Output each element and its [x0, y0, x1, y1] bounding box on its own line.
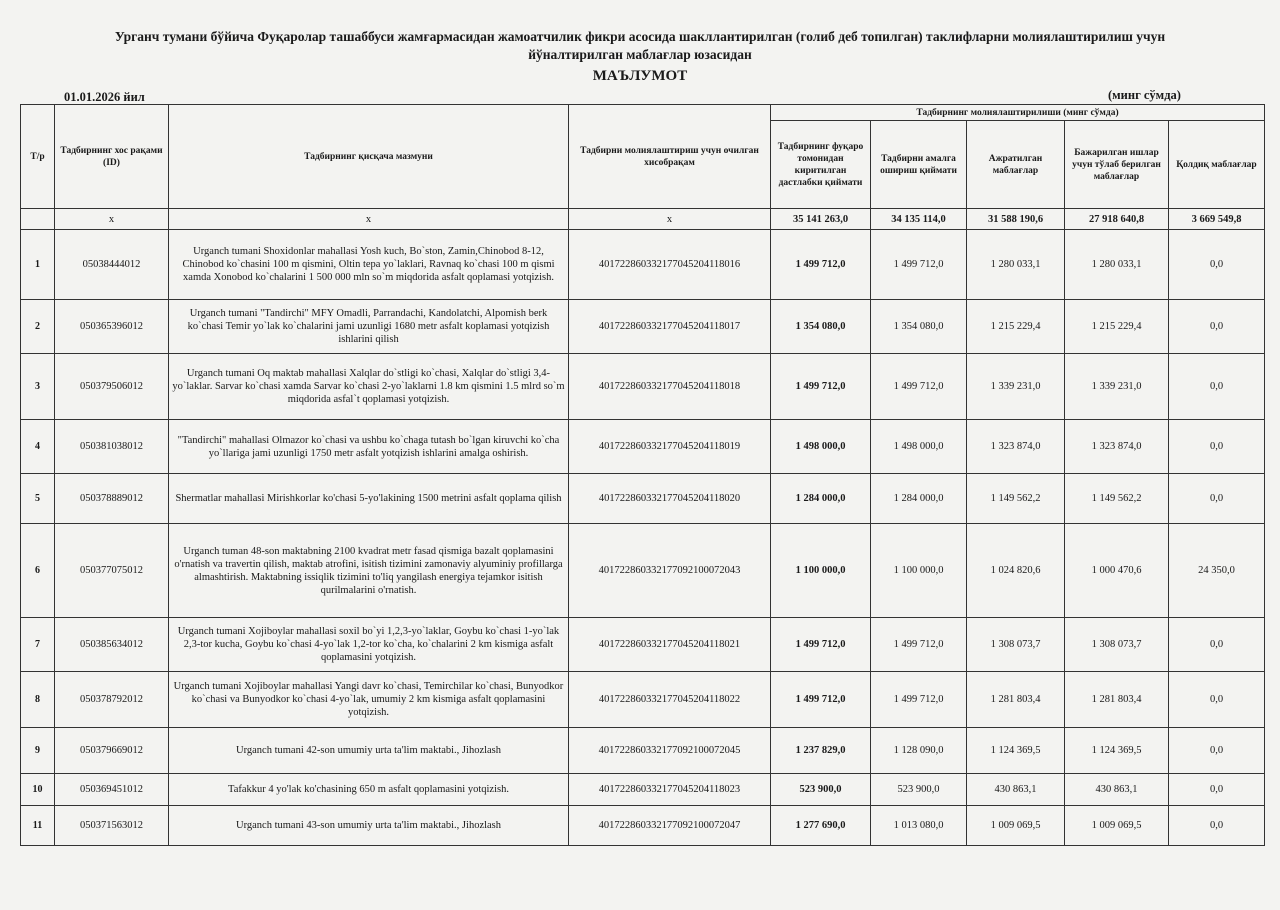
cell-id: 050371563012 [55, 806, 169, 846]
cell-allocated: 1 215 229,4 [967, 300, 1065, 354]
cell-account: 401722860332177045204118023 [569, 774, 771, 806]
cell-paid: 1 215 229,4 [1065, 300, 1169, 354]
cell-account: 401722860332177045204118017 [569, 300, 771, 354]
cell-account: 401722860332177045204118019 [569, 420, 771, 474]
cell-no: 3 [21, 354, 55, 420]
table-row [21, 774, 1265, 806]
cell-allocated: 1 280 033,1 [967, 230, 1065, 300]
unit-label: (минг сўмда) [1108, 88, 1181, 102]
table-row [21, 300, 1265, 354]
cell-no: 6 [21, 524, 55, 618]
cell-allocated: 1 339 231,0 [967, 354, 1065, 420]
cell-id: 05038444012 [55, 230, 169, 300]
cell-initial: 1 499 712,0 [771, 618, 871, 672]
cell-remainder: 0,0 [1169, 774, 1265, 806]
cell-implementation: 1 499 712,0 [871, 618, 967, 672]
cell-remainder: 0,0 [1169, 354, 1265, 420]
cell-no: 2 [21, 300, 55, 354]
cell-implementation: 1 128 090,0 [871, 728, 967, 774]
cell-allocated: 1 149 562,2 [967, 474, 1065, 524]
cell-id: 050379669012 [55, 728, 169, 774]
table-row [21, 420, 1265, 474]
title-line-2: йўналтирилган маблағлар юзасидан [528, 47, 752, 62]
cell-paid: 1 308 073,7 [1065, 618, 1169, 672]
cell-remainder: 0,0 [1169, 300, 1265, 354]
cell-paid: 1 281 803,4 [1065, 672, 1169, 728]
header-no: Т/р [21, 105, 55, 209]
table-row [21, 524, 1265, 618]
cell-initial: 1 499 712,0 [771, 672, 871, 728]
table-row [21, 618, 1265, 672]
cell-implementation: 1 499 712,0 [871, 230, 967, 300]
cell-no: 5 [21, 474, 55, 524]
cell-account: 401722860332177045204118016 [569, 230, 771, 300]
totals-implementation: 34 135 114,0 [871, 209, 967, 230]
cell-description: Urganch tumani 42-son umumiy urta ta'lim maktabi., Jihozlash [169, 728, 569, 774]
cell-initial: 1 237 829,0 [771, 728, 871, 774]
cell-no: 10 [21, 774, 55, 806]
table-row [21, 474, 1265, 524]
cell-description: Urganch tumani Oq maktab mahallasi Xalqlar do`stligi ko`chasi, Xalqlar do`stligi 3,4-yo`laklar. Sarvar ko`chasi xamda Sarvar ko`chasi 2-yo`laklarni 1.8 km qismini 1.5 mlrd so`m miqdorida asfal`t qoplamasi yotqizish. [169, 354, 569, 420]
document-title [0, 28, 1280, 64]
cell-allocated: 1 323 874,0 [967, 420, 1065, 474]
header-funding-group: Тадбирнинг молиялаштирилиши (минг сўмда) [771, 105, 1265, 121]
header-initial-value: Тадбирнинг фуқаро томонидан киритилган дастлабки қиймати [771, 121, 871, 209]
cell-account: 401722860332177092100072047 [569, 806, 771, 846]
cell-description: Urganch tumani 43-son umumiy urta ta'lim maktabi., Jihozlash [169, 806, 569, 846]
cell-initial: 1 498 000,0 [771, 420, 871, 474]
cell-description: Urganch tuman 48-son maktabning 2100 kvadrat metr fasad qismiga bazalt qoplamasini o'rnatish va travertin qilish, maktab atrofini, isitish tizimini zamonaviy alyuminiy profillarga almashtirish. Maktabning issiqlik tizimini to'liq yangilash energiya tejamkor isitish qurilmalarini o'rnatish. [169, 524, 569, 618]
cell-allocated: 1 281 803,4 [967, 672, 1065, 728]
cell-id: 050369451012 [55, 774, 169, 806]
header-allocated: Ажратилган маблағлар [967, 121, 1065, 209]
header-implementation-value: Тадбирни амалга ошириш қиймати [871, 121, 967, 209]
cell-remainder: 0,0 [1169, 230, 1265, 300]
header-paid: Бажарилган ишлар учун тўлаб берилган маблағлар [1065, 121, 1169, 209]
cell-id: 050365396012 [55, 300, 169, 354]
cell-initial: 1 100 000,0 [771, 524, 871, 618]
cell-paid: 1 000 470,6 [1065, 524, 1169, 618]
header-remainder: Қолдиқ маблағлар [1169, 121, 1265, 209]
cell-no: 9 [21, 728, 55, 774]
title-line-1: Урганч тумани бўйича Фуқаролар ташаббуси жамғармасидан жамоатчилик фикри асосида шакллантирилган (голиб деб топилган) таклифларни молиялаштирилиш учун [114, 29, 1166, 44]
cell-no: 4 [21, 420, 55, 474]
cell-description: Urganch tumani Shoxidonlar mahallasi Yosh kuch, Bo`ston, Zamin,Chinobod 8-12, Chinobod ko`chasini 100 m qismini, Oltin tepa yo`laklari, Ravnaq ko`chasi 100 m qismi xamda Xonobod ko`chalarini 1 500 000 mln so`m miqdorida asfalt qoplamasi yotqizish. [169, 230, 569, 300]
cell-id: 050377075012 [55, 524, 169, 618]
cell-id: 050379506012 [55, 354, 169, 420]
totals-no [21, 209, 55, 230]
cell-description: Urganch tumani Xojiboylar mahallasi soxil bo`yi 1,2,3-yo`laklar, Goybu ko`chasi 1-yo`lak 2,3-tor kucha, Goybu ko`chasi 4-yo`lak 1,2-tor ko`cha, ko`chalarini 2 km kismiga asfalt qoplamasini yotqizish. [169, 618, 569, 672]
cell-no: 11 [21, 806, 55, 846]
cell-initial: 1 354 080,0 [771, 300, 871, 354]
cell-allocated: 1 009 069,5 [967, 806, 1065, 846]
cell-paid: 430 863,1 [1065, 774, 1169, 806]
cell-account: 401722860332177092100072045 [569, 728, 771, 774]
totals-row [21, 209, 1265, 230]
totals-description: x [169, 209, 569, 230]
cell-id: 050378889012 [55, 474, 169, 524]
report-date: 01.01.2026 йил [64, 90, 145, 104]
cell-no: 1 [21, 230, 55, 300]
table-row [21, 230, 1265, 300]
cell-implementation: 1 284 000,0 [871, 474, 967, 524]
totals-id: x [55, 209, 169, 230]
cell-allocated: 1 308 073,7 [967, 618, 1065, 672]
header-account: Тадбирни молиялаштириш учун очилган хисобрақам [569, 105, 771, 209]
cell-allocated: 430 863,1 [967, 774, 1065, 806]
cell-description: Urganch tumani "Tandirchi" MFY Omadli, Parrandachi, Kandolatchi, Alpomish berk ko`chasi Temir yo`lak ko`chalarini jami uzunligi 1680 metr asfalt koplamasi yotqizish ishlarini qilish [169, 300, 569, 354]
cell-paid: 1 149 562,2 [1065, 474, 1169, 524]
cell-paid: 1 009 069,5 [1065, 806, 1169, 846]
cell-implementation: 1 499 712,0 [871, 672, 967, 728]
table-row [21, 806, 1265, 846]
cell-description: "Tandirchi" mahallasi Olmazor ko`chasi va ushbu ko`chaga tutash bo`lgan kiruvchi ko`cha yo`llariga jami uzunligi 1750 metr asfalt yotqizish ishlarini amalga oshirish. [169, 420, 569, 474]
cell-id: 050381038012 [55, 420, 169, 474]
cell-account: 401722860332177045204118020 [569, 474, 771, 524]
table-row [21, 354, 1265, 420]
cell-remainder: 0,0 [1169, 672, 1265, 728]
cell-paid: 1 323 874,0 [1065, 420, 1169, 474]
table-row [21, 728, 1265, 774]
totals-allocated: 31 588 190,6 [967, 209, 1065, 230]
totals-account: x [569, 209, 771, 230]
cell-description: Tafakkur 4 yo'lak ko'chasining 650 m asfalt qoplamasini yotqizish. [169, 774, 569, 806]
cell-paid: 1 280 033,1 [1065, 230, 1169, 300]
cell-account: 401722860332177092100072043 [569, 524, 771, 618]
cell-account: 401722860332177045204118018 [569, 354, 771, 420]
totals-remainder: 3 669 549,8 [1169, 209, 1265, 230]
cell-paid: 1 339 231,0 [1065, 354, 1169, 420]
totals-paid: 27 918 640,8 [1065, 209, 1169, 230]
cell-no: 8 [21, 672, 55, 728]
cell-remainder: 0,0 [1169, 474, 1265, 524]
cell-initial: 1 284 000,0 [771, 474, 871, 524]
cell-remainder: 24 350,0 [1169, 524, 1265, 618]
cell-description: Urganch tumani Xojiboylar mahallasi Yangi davr ko`chasi, Temirchilar ko`chasi, Bunyodkor ko`chasi va Bunyodkor ko`chasi 4-yo`lak, umumiy 2 km kismiga asfalt qoplamasini yotqizish. [169, 672, 569, 728]
cell-implementation: 1 354 080,0 [871, 300, 967, 354]
cell-initial: 523 900,0 [771, 774, 871, 806]
cell-initial: 1 499 712,0 [771, 354, 871, 420]
cell-implementation: 1 498 000,0 [871, 420, 967, 474]
cell-allocated: 1 124 369,5 [967, 728, 1065, 774]
cell-allocated: 1 024 820,6 [967, 524, 1065, 618]
cell-initial: 1 499 712,0 [771, 230, 871, 300]
cell-remainder: 0,0 [1169, 806, 1265, 846]
cell-implementation: 1 499 712,0 [871, 354, 967, 420]
cell-remainder: 0,0 [1169, 618, 1265, 672]
cell-implementation: 1 100 000,0 [871, 524, 967, 618]
cell-paid: 1 124 369,5 [1065, 728, 1169, 774]
cell-remainder: 0,0 [1169, 728, 1265, 774]
cell-no: 7 [21, 618, 55, 672]
cell-description: Shermatlar mahallasi Mirishkorlar ko'chasi 5-yo'lakining 1500 metrini asfalt qoplama qilish [169, 474, 569, 524]
table-header-row-top [21, 105, 1265, 121]
cell-implementation: 523 900,0 [871, 774, 967, 806]
header-description: Тадбирнинг қисқача мазмуни [169, 105, 569, 209]
cell-implementation: 1 013 080,0 [871, 806, 967, 846]
document-heading: МАЪЛУМОТ [592, 68, 688, 84]
cell-initial: 1 277 690,0 [771, 806, 871, 846]
totals-initial: 35 141 263,0 [771, 209, 871, 230]
table-row [21, 672, 1265, 728]
cell-account: 401722860332177045204118022 [569, 672, 771, 728]
funding-table [20, 104, 1265, 846]
header-id: Тадбирнинг хос рақами (ID) [55, 105, 169, 209]
cell-id: 050385634012 [55, 618, 169, 672]
cell-id: 050378792012 [55, 672, 169, 728]
cell-account: 401722860332177045204118021 [569, 618, 771, 672]
cell-remainder: 0,0 [1169, 420, 1265, 474]
